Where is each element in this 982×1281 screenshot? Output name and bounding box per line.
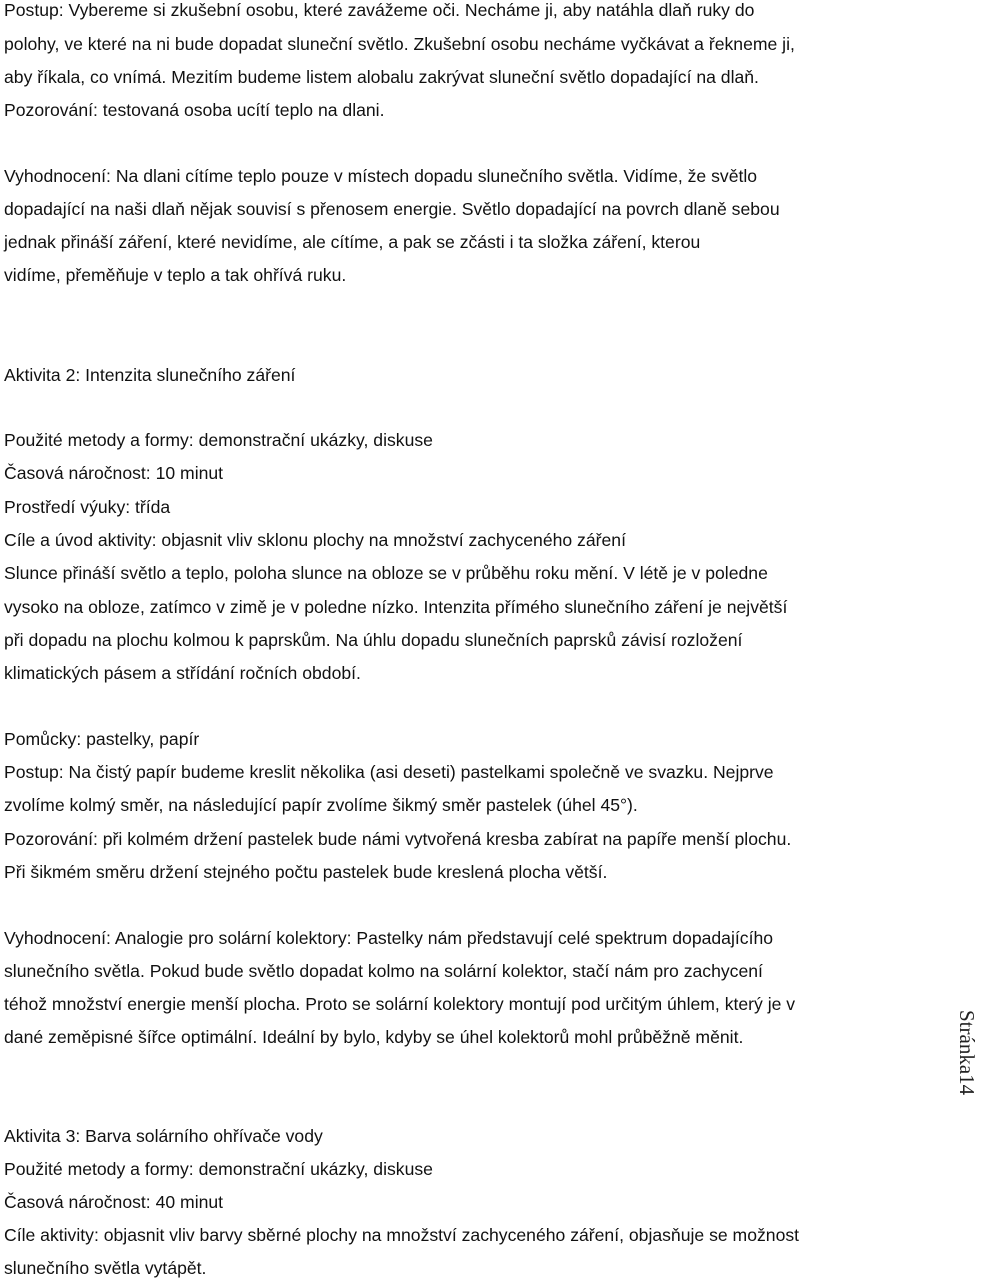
text-line: slunečního světla. Pokud bude světlo dopadat kolmo na solární kolektor, stačí nám pro zachycení xyxy=(4,961,763,981)
text-line: zvolíme kolmý směr, na následující papír zvolíme šikmý směr pastelek (úhel 45°). xyxy=(4,795,638,815)
text-line: při dopadu na plochu kolmou k paprskům. Na úhlu dopadu slunečních paprsků závisí rozložení xyxy=(4,630,743,650)
text-line: polohy, ve které na ni bude dopadat sluneční světlo. Zkušební osobu necháme vyčkávat a řekneme ji, xyxy=(4,34,795,54)
text-line: dané zeměpisné šířce optimální. Ideální by bylo, kdyby se úhel kolektorů mohl průběžně měnit. xyxy=(4,1027,744,1047)
text-line: Pozorování: testovaná osoba ucítí teplo na dlani. xyxy=(4,100,385,120)
text-line: Použité metody a formy: demonstrační ukázky, diskuse xyxy=(4,1159,433,1179)
text-line: Pozorování: při kolmém držení pastelek bude námi vytvořená kresba zabírat na papíře menší plochu. xyxy=(4,829,792,849)
text-line: klimatických pásem a střídání ročních období. xyxy=(4,663,361,683)
text-line: Pomůcky: pastelky, papír xyxy=(4,729,200,749)
text-line: Použité metody a formy: demonstrační ukázky, diskuse xyxy=(4,430,433,450)
text-line: Postup: Na čistý papír budeme kreslit několika (asi deseti) pastelkami společně ve svazku. Nejprve xyxy=(4,762,774,782)
text-line: slunečního světla vytápět. xyxy=(4,1258,207,1278)
section-heading: Aktivita 3: Barva solárního ohřívače vody xyxy=(4,1126,323,1146)
page-number-footer: Stránka14 xyxy=(955,1010,979,1096)
text-line: Vyhodnocení: Analogie pro solární kolektory: Pastelky nám představují celé spektrum dopadajícího xyxy=(4,928,774,948)
text-line: Slunce přináší světlo a teplo, poloha slunce na obloze se v průběhu roku mění. V létě je v poledne xyxy=(4,563,768,583)
text-line: Vyhodnocení: Na dlani cítíme teplo pouze v místech dopadu slunečního světla. Vidíme, že světlo xyxy=(4,166,758,186)
text-line: Při šikmém směru držení stejného počtu pastelek bude kreslená plocha větší. xyxy=(4,862,608,882)
text-line: Postup: Vybereme si zkušební osobu, které zavážeme oči. Necháme ji, aby natáhla dlaň ruky do xyxy=(4,0,755,20)
text-line: téhož množství energie menší plocha. Proto se solární kolektory montují pod určitým úhlem, který je v xyxy=(4,994,796,1014)
text-line: jednak přináší záření, které nevidíme, ale cítíme, a pak se zčásti i ta složka záření, kterou xyxy=(4,232,701,252)
text-line: Cíle a úvod aktivity: objasnit vliv sklonu plochy na množství zachyceného záření xyxy=(4,530,626,550)
text-line: Cíle aktivity: objasnit vliv barvy sběrné plochy na množství zachyceného záření, objasňuje se možnost xyxy=(4,1225,800,1245)
text-line: Časová náročnost: 10 minut xyxy=(4,463,224,483)
text-line: dopadající na naši dlaň nějak souvisí s přenosem energie. Světlo dopadající na povrch dlaně sebou xyxy=(4,199,780,219)
section-heading: Aktivita 2: Intenzita slunečního záření xyxy=(4,365,296,385)
text-line: aby říkala, co vnímá. Mezitím budeme listem alobalu zakrývat sluneční světlo dopadající na dlaň. xyxy=(4,67,759,87)
text-line: vysoko na obloze, zatímco v zimě je v poledne nízko. Intenzita přímého slunečního záření je největší xyxy=(4,597,788,617)
text-line: vidíme, přeměňuje v teplo a tak ohřívá ruku. xyxy=(4,265,347,285)
text-line: Časová náročnost: 40 minut xyxy=(4,1192,224,1212)
text-line: Prostředí výuky: třída xyxy=(4,497,171,517)
